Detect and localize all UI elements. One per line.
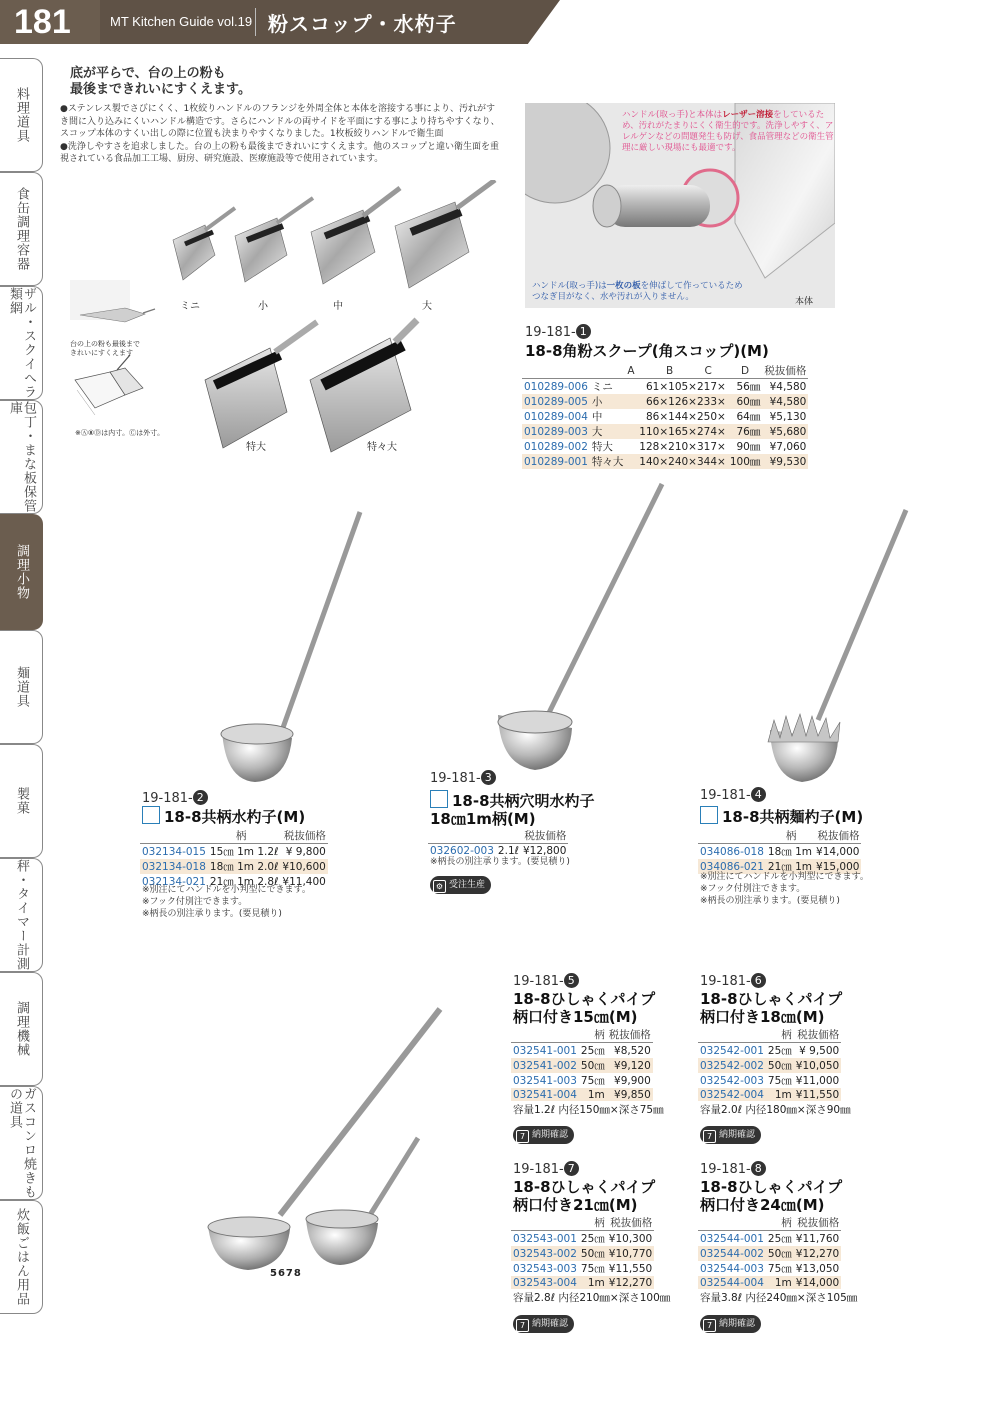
ladle-noodle	[768, 510, 906, 782]
table-row: 032542-003 75㎝ ¥11,000	[700, 1074, 840, 1087]
ladle-numbers-label: 5678	[270, 1268, 302, 1279]
tab-label: 料理道具	[14, 87, 29, 143]
intro-lead	[70, 66, 251, 98]
ih-compatible-icon	[142, 806, 160, 824]
table-row: 032544-004 1m ¥14,000	[700, 1276, 840, 1289]
product-name	[430, 790, 595, 828]
size-label: 中	[333, 301, 343, 312]
table-row: 010289-006 ミニ 61×105×217× 56㎜ ¥4,580	[524, 380, 807, 393]
size-label: 特大	[246, 442, 266, 453]
tab-label: 炊飯ごはん用品	[14, 1208, 29, 1306]
col-header: 税抜価格	[283, 830, 326, 842]
product-name	[142, 806, 305, 826]
code-prefix: 19-181-	[700, 974, 751, 989]
header-divider	[255, 8, 256, 36]
ladle-perforated	[498, 484, 662, 770]
table-row: 032543-001 25㎝ ¥10,300	[513, 1232, 653, 1245]
code-prefix: 19-181-	[513, 974, 564, 989]
tab-label: 調理小物	[14, 544, 29, 600]
table-row: 032541-003 75㎝ ¥9,900	[513, 1074, 651, 1087]
product-name-text: 柄口付き21㎝(M)	[513, 1196, 638, 1214]
tab-scales[interactable]	[0, 858, 43, 972]
price-table	[522, 363, 808, 469]
scoop-xxl	[310, 320, 417, 452]
col-header: 税抜価格	[608, 1029, 651, 1041]
page-title: 粉スコップ・水杓子	[268, 12, 457, 36]
product-name-text: 18-8共柄水杓子(M)	[164, 808, 306, 826]
item-number: 3	[481, 770, 496, 785]
col-header: 税抜価格	[524, 830, 567, 842]
bullet-text: ●洗浄しやすさを追求しました。台の上の粉も最後まできれいにすくえます。他のスコップと違い衛生面を重視されている食品加工工場、厨房、研究施設、医療施設等で使用されています。	[60, 141, 499, 164]
product-name-text: 柄口付き18㎝(M)	[700, 1008, 825, 1026]
tab-machines[interactable]	[0, 972, 43, 1086]
code-prefix: 19-181-	[700, 788, 751, 803]
table-row: 034086-018 18㎝ 1m ¥14,000	[700, 845, 860, 858]
col-header: 柄	[781, 1217, 792, 1229]
gear-icon: ⚙	[433, 880, 446, 893]
tab-gas-stoves[interactable]	[0, 1086, 43, 1200]
tab-rice-cooking[interactable]	[0, 1200, 43, 1314]
product-code-header	[700, 1161, 766, 1177]
col-header: 税抜価格	[610, 1217, 653, 1229]
tab-label: 調理機械	[14, 1001, 29, 1057]
badge-text: 納期確認	[532, 1319, 569, 1329]
table-row: 032134-018 18㎝ 1m 2.0ℓ ¥10,600	[142, 860, 326, 873]
closeup-note-handle	[532, 281, 747, 303]
tab-cooking-tools[interactable]	[0, 58, 43, 172]
table-row: 032543-002 50㎝ ¥10,770	[513, 1247, 653, 1260]
note-emphasis: 一枚の板	[606, 281, 641, 291]
tab-label: 麺道具	[14, 666, 29, 708]
tab-knives[interactable]	[0, 400, 43, 514]
tab-food-containers[interactable]	[0, 172, 43, 286]
product-name-text: 18-8ひしゃくパイプ	[513, 990, 656, 1008]
col-header: 柄	[594, 1217, 605, 1229]
closeup-note-laser	[622, 110, 837, 154]
table-row: 010289-001 特々大 140×240×344× 100㎜ ¥9,530	[524, 455, 807, 468]
badge-text: 納期確認	[719, 1319, 756, 1329]
col-header: 税抜価格	[817, 830, 860, 842]
product-code-header	[700, 787, 766, 803]
product-name-text: 18-8共柄麺杓子(M)	[722, 808, 864, 826]
price-table	[698, 1027, 841, 1101]
note-text: ハンドル(取っ手)は	[532, 281, 607, 291]
table-row: 032543-003 75㎝ ¥11,550	[513, 1262, 653, 1275]
lead-line: 最後まできれいにすくえます。	[70, 82, 251, 97]
note-emphasis: レーザー溶接	[722, 110, 774, 120]
table-row: 032541-001 25㎝ ¥8,520	[513, 1044, 651, 1057]
calendar-icon: 7	[703, 1319, 716, 1332]
dipper-photo	[200, 1005, 450, 1285]
item-number: 8	[751, 1161, 766, 1176]
code-prefix: 19-181-	[513, 1162, 564, 1177]
calendar-icon: 7	[516, 1319, 529, 1332]
product-name	[700, 806, 863, 826]
item-number: 6	[751, 973, 766, 988]
product-code-header	[513, 1161, 579, 1177]
product-spec: 容量3.8ℓ 内径240㎜×深さ105㎜	[700, 1292, 858, 1304]
price-table	[140, 828, 328, 889]
product-code-header	[142, 790, 208, 806]
product-code-header	[700, 973, 766, 989]
product-spec: 容量2.0ℓ 内径180㎜×深さ90㎜	[700, 1104, 851, 1116]
ladle-water	[221, 512, 360, 782]
dimension-note: ※Ⓐ⑧Ⓓは内寸。Ⓒは外寸。	[75, 429, 165, 437]
note-text: を伸ばして作っているためつなぎ目がなく、水や汚れが入りません。	[532, 281, 743, 302]
product-name-text: 18-8共柄穴明水杓子	[452, 792, 595, 810]
item-number: 1	[576, 324, 591, 339]
price-table	[698, 1215, 841, 1289]
tab-label: 秤・タイマー計測	[14, 859, 29, 971]
size-label: 大	[422, 301, 432, 312]
tab-label: 食缶調理容器	[14, 187, 29, 271]
code-prefix: 19-181-	[142, 791, 193, 806]
ih-compatible-icon	[430, 790, 448, 808]
scoop-large	[395, 180, 495, 288]
scoop-small	[235, 198, 313, 282]
col-header: 柄	[785, 830, 797, 842]
ih-compatible-icon	[700, 806, 718, 824]
table-row: 032542-002 50㎝ ¥10,050	[700, 1059, 840, 1072]
col-header: D	[741, 364, 750, 377]
body-label: 本体	[795, 297, 814, 307]
note-text: をしているため、汚れがたまりにくく衛生的です。洗浄しやすく、アレルゲンなどの問題発生も防げ、食品管理などの衛生管理に厳しい現場にも最適です。	[622, 110, 834, 153]
product-notes	[700, 871, 869, 907]
product-name-text: 柄口付き15㎝(M)	[513, 1008, 638, 1026]
diagram-caption: 台の上の粉も最後まできれいにすくえます	[70, 340, 140, 357]
scoop-mini	[173, 208, 235, 280]
guide-title: MT Kitchen Guide vol.19	[110, 14, 253, 29]
tab-noodle-tools[interactable]	[0, 630, 43, 744]
tab-label: 製菓	[14, 787, 29, 815]
col-header: A B C	[627, 364, 726, 377]
scoop-photos	[55, 180, 525, 460]
product-code-header	[430, 770, 496, 786]
code-prefix: 19-181-	[700, 1162, 751, 1177]
product-name-text: 18-8ひしゃくパイプ	[513, 1178, 656, 1196]
size-label: 小	[258, 301, 268, 312]
table-row: 010289-004 中 86×144×250× 64㎜ ¥5,130	[524, 410, 807, 423]
col-header: 税抜価格	[797, 1029, 840, 1041]
note-line: ※フック付別注できます。	[700, 884, 806, 894]
note-line: ※フック付別注できます。	[142, 897, 248, 907]
tab-colanders[interactable]	[0, 286, 43, 400]
delivery-badge	[700, 1122, 761, 1144]
product-name-text: 18-8ひしゃくパイプ	[700, 990, 843, 1008]
col-header: 税抜価格	[764, 365, 807, 377]
col-header: 柄	[235, 830, 247, 842]
product-spec: 容量2.8ℓ 内径210㎜×深さ100㎜	[513, 1292, 671, 1304]
delivery-badge	[513, 1122, 574, 1144]
product-name-text: 18㎝1m柄(M)	[430, 810, 536, 828]
col-header: 柄	[594, 1029, 605, 1041]
table-row: 032544-001 25㎝ ¥11,760	[700, 1232, 840, 1245]
table-row: 034086-021 21㎝ 1m ¥15,000	[700, 860, 860, 873]
table-row: 032541-002 50㎝ ¥9,120	[513, 1059, 651, 1072]
badge-text: 納期確認	[532, 1130, 569, 1140]
code-prefix: 19-181-	[430, 771, 481, 786]
tab-label: ザル・スクイへラ類網	[7, 287, 36, 399]
table-row: 032542-001 25㎝ ¥ 9,500	[700, 1044, 840, 1057]
delivery-badge	[513, 1311, 574, 1333]
scoop-medium	[311, 188, 400, 284]
table-row: 032544-002 50㎝ ¥12,270	[700, 1247, 840, 1260]
product-name	[513, 990, 655, 1026]
calendar-icon: 7	[516, 1130, 529, 1143]
page-number: 181	[0, 0, 100, 44]
price-table	[428, 828, 568, 857]
table-row: 010289-005 小 66×126×233× 60㎜ ¥4,580	[524, 395, 807, 408]
product-name: 18-8角粉スクープ(角スコップ)(M)	[525, 342, 769, 360]
product-code-header	[525, 324, 591, 340]
col-header: 税抜価格	[797, 1217, 840, 1229]
table-row: 010289-003 大 110×165×274× 76㎜ ¥5,680	[524, 425, 807, 438]
table-row: 032542-004 1m ¥11,550	[700, 1088, 840, 1101]
item-number: 4	[751, 787, 766, 802]
badge-text: 受注生産	[449, 880, 486, 890]
item-number: 2	[193, 790, 208, 805]
lead-line: 底が平らで、台の上の粉も	[70, 66, 226, 81]
bullet-text: ●ステンレス製でさびにくく、1枚絞りハンドルのフランジを外周全体と本体を溶接する事により、汚れがすき間に入り込みにくいハンドル構造です。さらにハンドルの両サイドを平面にする事により持ちやすくなり、スコップ本体のすくい出しの際に位置も決まりやすくなりました。1枚板絞りハンドルで衛生面	[60, 104, 500, 139]
item-number: 5	[564, 973, 579, 988]
delivery-badge	[700, 1311, 761, 1333]
table-row: 032602-003 2.1ℓ ¥12,800	[430, 844, 567, 857]
tab-label: ガスコンロ焼きもの道具	[7, 1087, 36, 1199]
price-table	[698, 828, 861, 874]
note-line: ※別注にてハンドルを小判型にできます。	[700, 872, 869, 882]
table-row: 032134-021 21㎝ 1m 2.8ℓ ¥11,400	[142, 875, 326, 888]
badge-text: 納期確認	[719, 1130, 756, 1140]
price-table	[511, 1027, 653, 1101]
product-name	[700, 1178, 842, 1214]
scoop-xl	[205, 322, 317, 448]
table-row: 032134-015 15㎝ 1m 1.2ℓ ¥ 9,800	[142, 845, 326, 858]
note-line: ※柄長の別注承ります。(要見積り)	[142, 909, 282, 919]
tab-confectionery[interactable]	[0, 744, 43, 858]
product-name-text: 柄口付き24㎝(M)	[700, 1196, 825, 1214]
made-to-order-badge	[430, 872, 491, 894]
size-label: 特々大	[367, 442, 397, 453]
note-text: ハンドル(取っ手)と本体は	[622, 110, 723, 120]
table-row: 032543-004 1m ¥12,270	[513, 1276, 653, 1289]
product-code-header	[513, 973, 579, 989]
tab-small-tools[interactable]	[0, 514, 43, 630]
size-label: ミニ	[180, 301, 200, 312]
calendar-icon: 7	[703, 1130, 716, 1143]
product-spec: 容量1.2ℓ 内径150㎜×深さ75㎜	[513, 1104, 664, 1116]
item-number: 7	[564, 1161, 579, 1176]
col-header: 柄	[781, 1029, 792, 1041]
price-table	[511, 1215, 654, 1289]
product-name	[700, 990, 842, 1026]
table-row: 032544-003 75㎝ ¥13,050	[700, 1262, 840, 1275]
intro-bullets	[60, 103, 504, 166]
ladle-photos	[200, 480, 920, 790]
note-line: ※別注にてハンドルを小判型にできます。	[142, 885, 311, 895]
product-name	[513, 1178, 655, 1214]
product-name-text: 18-8ひしゃくパイプ	[700, 1178, 843, 1196]
note-line: ※柄長の別注承ります。(要見積り)	[700, 896, 840, 906]
table-row: 032541-004 1m ¥9,850	[513, 1088, 651, 1101]
product-notes: ※柄長の別注承ります。(要見積り)	[430, 857, 570, 867]
code-prefix: 19-181-	[525, 325, 576, 340]
product-notes	[142, 884, 311, 920]
tab-label: 包丁・まな板保管庫	[7, 401, 36, 513]
table-row: 010289-002 特大 128×210×317× 90㎜ ¥7,060	[524, 440, 807, 453]
